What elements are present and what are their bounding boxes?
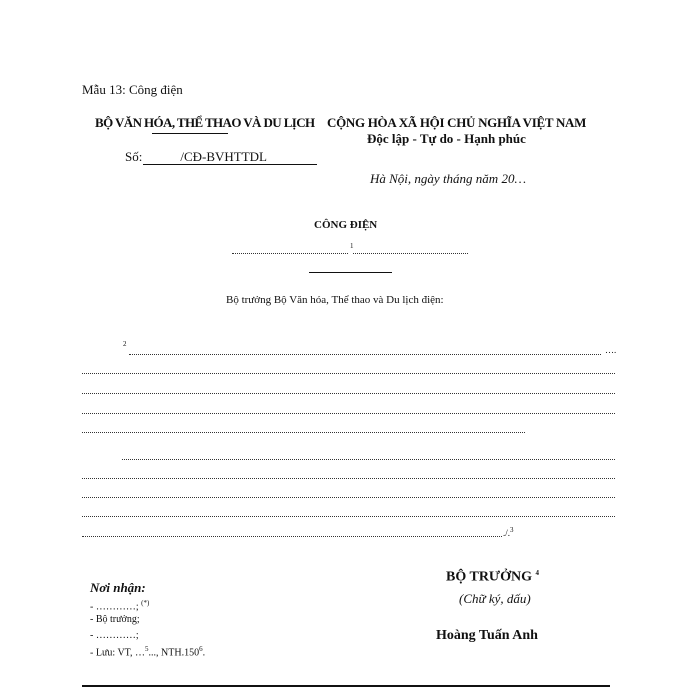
recipient-item	[90, 599, 149, 612]
gist-underline	[309, 272, 392, 273]
body-dotline	[82, 393, 615, 394]
gist-dotline-left	[232, 253, 348, 254]
recipient-text: - …………;	[90, 601, 139, 613]
footnote-separator	[82, 685, 610, 687]
body-tail-dots: ….	[605, 345, 617, 355]
recipient-item	[90, 645, 205, 658]
form-number: Mẫu 13: Công điện	[82, 82, 183, 97]
body-dotline	[82, 373, 615, 374]
recipient-note: (*)	[141, 599, 150, 607]
issuing-ministry: BỘ VĂN HÓA, THỂ THAO VÀ DU LỊCH	[95, 115, 315, 130]
footnote-marker-3: 3	[510, 526, 514, 534]
body-dotline	[82, 432, 525, 433]
signature-note: (Chữ ký, dấu)	[459, 591, 531, 606]
national-motto: Độc lập - Tự do - Hạnh phúc	[367, 131, 526, 146]
recipient-text: - …………;	[90, 630, 139, 641]
reference-code: /CĐ-BVHTTDL	[180, 149, 268, 164]
body-footnote-marker-2: 2	[123, 340, 127, 348]
recipient-text: - Bộ trưởng;	[90, 614, 140, 625]
reference-number	[125, 149, 267, 165]
body-dotline	[82, 497, 615, 498]
place-date: Hà Nội, ngày tháng năm 20…	[370, 171, 526, 186]
body-dotline	[82, 478, 615, 479]
national-title: CỘNG HÒA XÃ HỘI CHỦ NGHĨA VIỆT NAM	[327, 115, 587, 130]
end-mark-text: ./.	[503, 528, 511, 538]
signer-title	[446, 569, 539, 586]
recipient-item	[90, 614, 140, 625]
recipient-text: ..., NTH.150	[148, 647, 200, 659]
reference-underline	[143, 164, 317, 165]
sender-line: Bộ trưởng Bộ Văn hóa, Thể thao và Du lịch điện:	[226, 294, 444, 306]
recipient-note: 6	[199, 645, 203, 653]
body-dotline	[122, 459, 615, 460]
end-mark	[503, 526, 514, 538]
body-dotline	[82, 413, 615, 414]
signer-footnote-marker: 4	[535, 569, 539, 577]
ministry-underline	[152, 133, 228, 134]
signer-name: Hoàng Tuấn Anh	[436, 628, 538, 643]
recipient-note: 5	[145, 645, 149, 653]
signer-title-text: BỘ TRƯỞNG	[446, 569, 532, 585]
body-dotline	[129, 354, 601, 355]
recipients-title: Nơi nhận:	[90, 580, 146, 595]
gist-dotline-right	[353, 253, 468, 254]
recipient-item	[90, 630, 139, 641]
gist-footnote-marker: 1	[350, 242, 354, 250]
document-type: CÔNG ĐIỆN	[314, 219, 378, 231]
reference-prefix: Số:	[125, 149, 143, 164]
recipient-text: - Lưu: VT, …	[90, 647, 146, 659]
body-dotline	[82, 516, 615, 517]
recipient-text: .	[202, 647, 206, 659]
body-dotline	[82, 536, 502, 537]
